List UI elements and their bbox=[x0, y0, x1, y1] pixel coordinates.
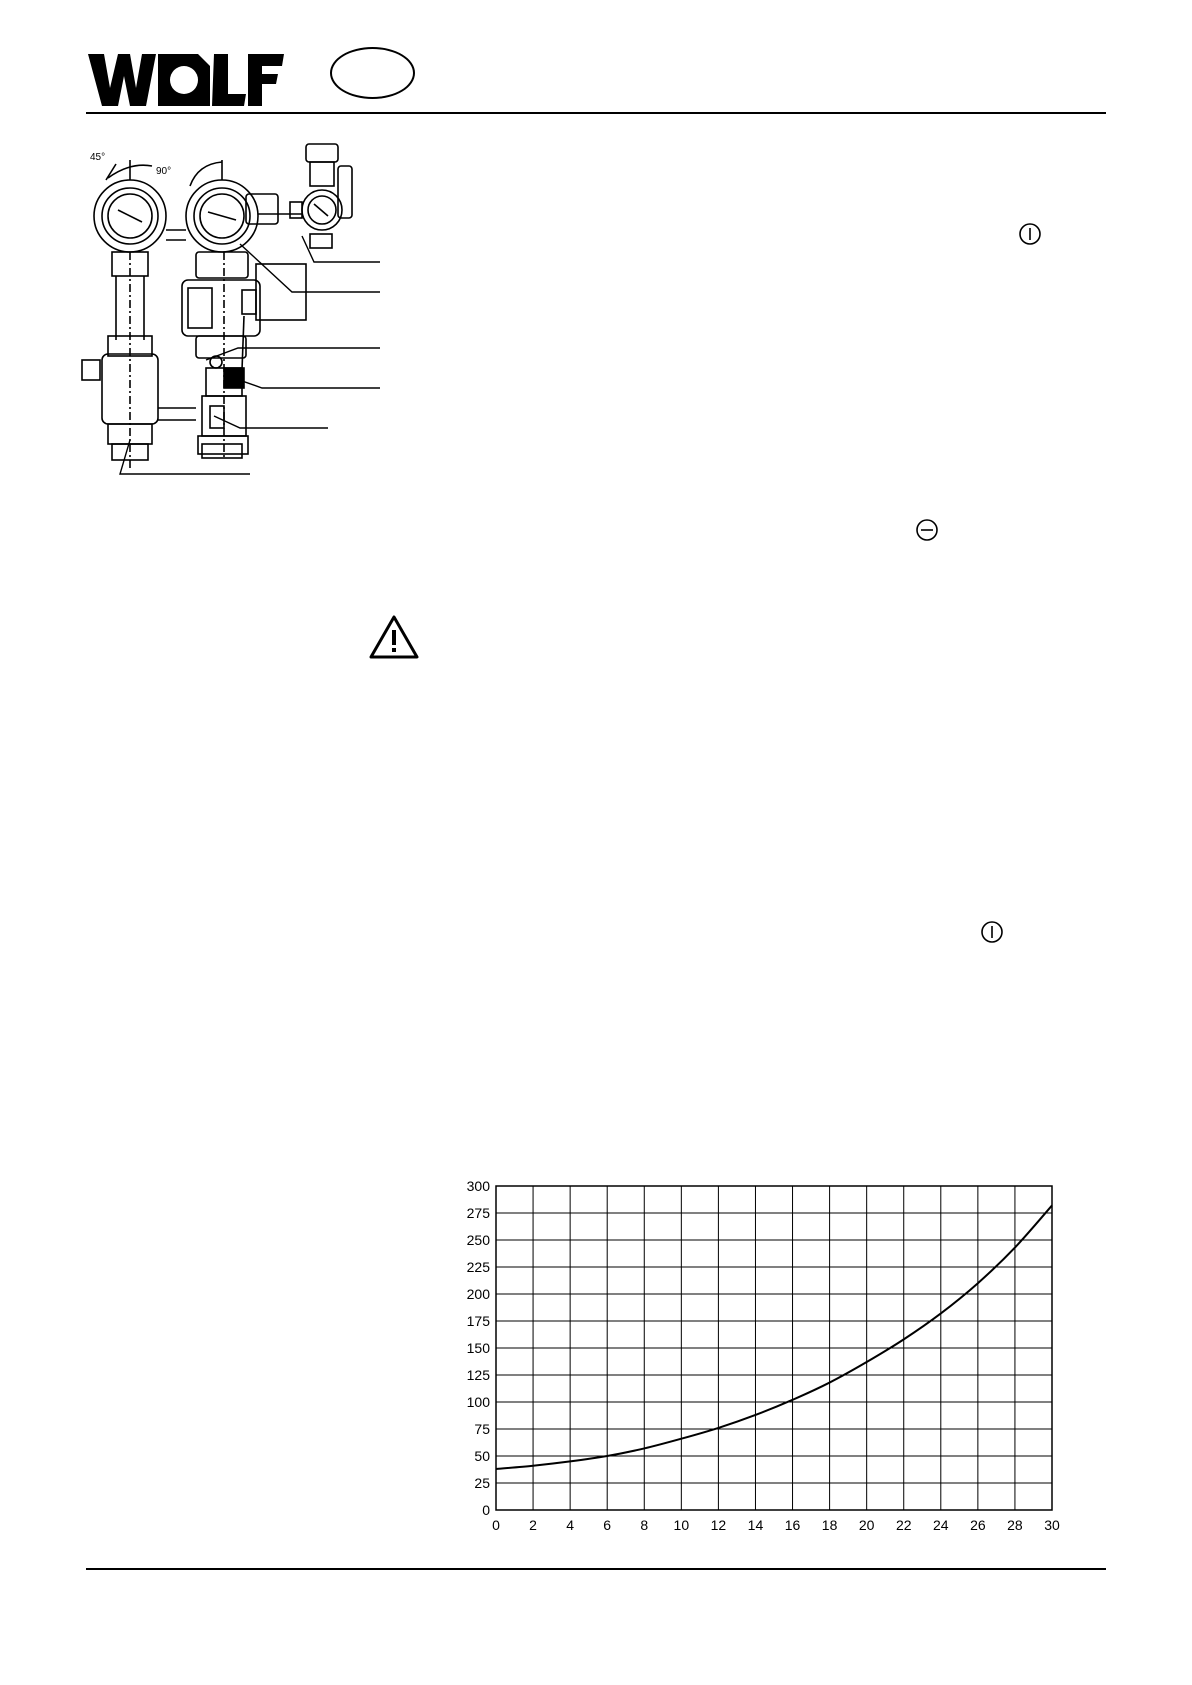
header-rule bbox=[86, 112, 1106, 114]
y-tick-label: 300 bbox=[466, 1178, 490, 1194]
x-tick-label: 20 bbox=[858, 1517, 875, 1533]
language-badge bbox=[330, 47, 415, 99]
y-tick-label: 25 bbox=[474, 1475, 490, 1491]
x-tick-label: 14 bbox=[747, 1517, 764, 1533]
off-symbol-icon bbox=[915, 518, 939, 542]
y-tick-label: 100 bbox=[466, 1394, 490, 1410]
brand-logo bbox=[86, 50, 286, 110]
y-tick-label: 275 bbox=[466, 1205, 490, 1221]
y-tick-label: 150 bbox=[466, 1340, 490, 1356]
chart-svg bbox=[440, 1178, 1060, 1548]
power-off-icon bbox=[915, 518, 939, 542]
x-tick-label: 16 bbox=[784, 1517, 801, 1533]
x-tick-label: 4 bbox=[566, 1517, 575, 1533]
x-tick-label: 30 bbox=[1044, 1517, 1060, 1533]
pump-group-drawing bbox=[78, 140, 418, 520]
x-tick-label: 22 bbox=[895, 1517, 912, 1533]
warning-icon bbox=[368, 614, 420, 660]
angle-label-right: 90° bbox=[156, 166, 172, 177]
y-tick-label: 0 bbox=[482, 1502, 490, 1518]
y-tick-label: 250 bbox=[466, 1232, 490, 1248]
wolf-logo-graphic bbox=[86, 50, 286, 110]
warning-triangle-icon bbox=[368, 614, 420, 660]
pump-group-illustration bbox=[78, 140, 418, 520]
x-tick-label: 18 bbox=[821, 1517, 838, 1533]
y-tick-label: 75 bbox=[474, 1421, 490, 1437]
power-on-icon bbox=[980, 920, 1004, 944]
y-tick-label: 200 bbox=[466, 1286, 490, 1302]
x-tick-label: 8 bbox=[640, 1517, 649, 1533]
x-tick-label: 26 bbox=[970, 1517, 986, 1533]
y-tick-label: 50 bbox=[474, 1448, 490, 1464]
pressure-loss-chart bbox=[440, 1178, 1060, 1548]
power-on-icon bbox=[1018, 222, 1042, 246]
x-tick-label: 12 bbox=[710, 1517, 727, 1533]
x-tick-label: 28 bbox=[1007, 1517, 1023, 1533]
y-tick-label: 225 bbox=[466, 1259, 490, 1275]
y-tick-label: 175 bbox=[466, 1313, 490, 1329]
on-symbol-icon-2 bbox=[980, 920, 1004, 944]
x-tick-label: 0 bbox=[492, 1517, 500, 1533]
angle-label-left: 45° bbox=[90, 152, 106, 163]
x-tick-label: 24 bbox=[933, 1517, 949, 1533]
x-tick-label: 2 bbox=[529, 1517, 537, 1533]
x-tick-label: 6 bbox=[603, 1517, 612, 1533]
x-tick-label: 10 bbox=[673, 1517, 690, 1533]
footer-rule bbox=[86, 1568, 1106, 1570]
y-tick-label: 125 bbox=[466, 1367, 490, 1383]
on-symbol-icon bbox=[1018, 222, 1042, 246]
